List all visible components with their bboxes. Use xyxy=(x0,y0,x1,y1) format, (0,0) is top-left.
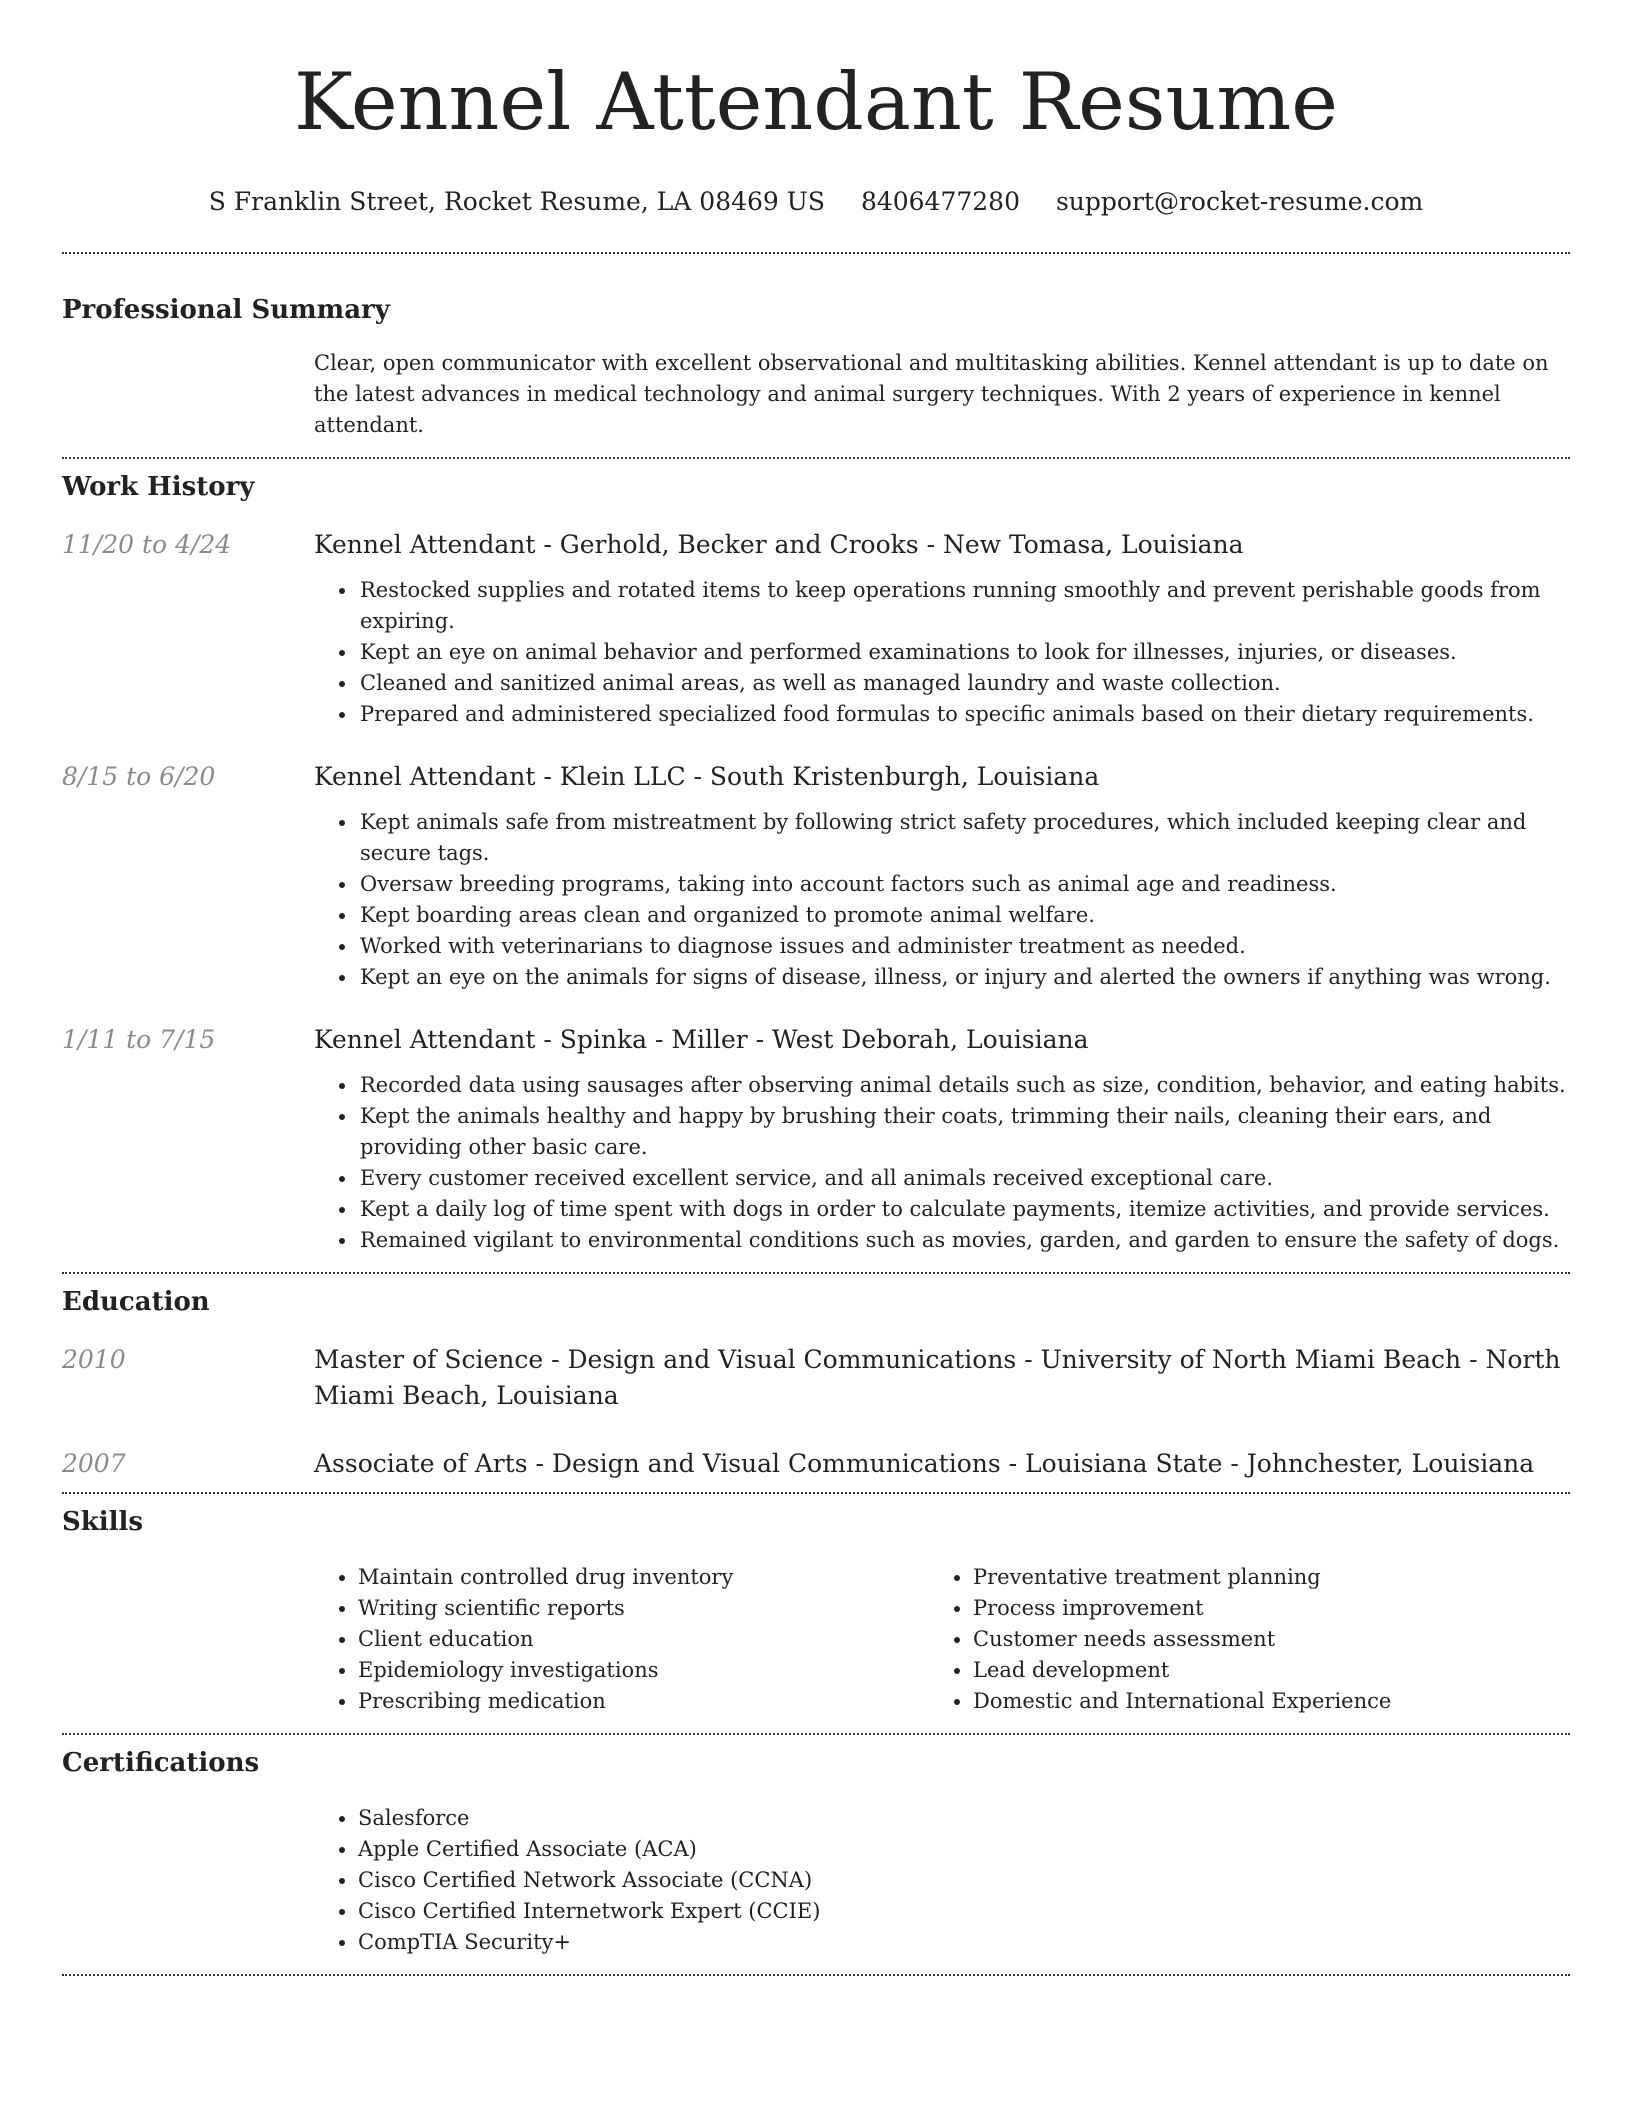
list-item: • Kept boarding areas clean and organized to promote animal welfare. xyxy=(358,900,1570,931)
divider xyxy=(62,1272,1570,1274)
divider xyxy=(62,457,1570,459)
list-item: • Lead development xyxy=(973,1655,1570,1686)
job-bullets xyxy=(314,807,1570,993)
list-item: • Cisco Certified Internetwork Expert (CCIE) xyxy=(358,1896,929,1927)
job-title: Kennel Attendant - Spinka - Miller - West Deborah, Louisiana xyxy=(314,1025,1089,1054)
certifications-list xyxy=(314,1803,1570,1958)
education-entry xyxy=(62,1446,1570,1482)
job-entry xyxy=(62,761,1570,993)
list-item: • Apple Certified Associate (ACA) xyxy=(358,1834,929,1865)
list-item: • Prepared and administered specialized food formulas to specific animals based on their dietary requirements. xyxy=(358,699,1570,730)
education-title: Associate of Arts - Design and Visual Communications - Louisiana State - Johnchester, Louisiana xyxy=(314,1449,1535,1478)
job-dates: 1/11 to 7/15 xyxy=(62,1025,216,1054)
list-item: • Client education xyxy=(358,1624,929,1655)
job-bullets xyxy=(314,575,1570,730)
certifications-column xyxy=(314,1803,929,1958)
skills-section xyxy=(62,1506,1570,1717)
contact-phone: 8406477280 xyxy=(860,187,1020,216)
list-item: • Restocked supplies and rotated items to keep operations running smoothly and prevent perishable goods from expiring. xyxy=(358,575,1570,637)
list-item: • Recorded data using sausages after observing animal details such as size, condition, behavior, and eating habits. xyxy=(358,1070,1570,1101)
divider xyxy=(62,1733,1570,1735)
job-dates: 11/20 to 4/24 xyxy=(62,530,232,559)
certifications-column-list xyxy=(314,1803,929,1958)
list-item: • Process improvement xyxy=(973,1593,1570,1624)
job-dates: 8/15 to 6/20 xyxy=(62,762,216,791)
list-item: • Salesforce xyxy=(358,1803,929,1834)
contact-email: support@rocket-resume.com xyxy=(1055,187,1424,216)
skills-column-1 xyxy=(314,1562,929,1717)
education-entry xyxy=(62,1342,1570,1414)
list-item: • Kept a daily log of time spent with dogs in order to calculate payments, itemize activities, and provide services. xyxy=(358,1194,1570,1225)
education-year: 2010 xyxy=(62,1345,126,1374)
page-title: Kennel Attendant Resume xyxy=(293,56,1339,148)
list-item: • Customer needs assessment xyxy=(973,1624,1570,1655)
list-item: • Domestic and International Experience xyxy=(973,1686,1570,1717)
divider xyxy=(62,252,1570,254)
list-item: • Cleaned and sanitized animal areas, as well as managed laundry and waste collection. xyxy=(358,668,1570,699)
list-item: • Kept an eye on animal behavior and performed examinations to look for illnesses, injuries, or diseases. xyxy=(358,637,1570,668)
skills-column-2 xyxy=(929,1562,1570,1717)
list-item: • Writing scientific reports xyxy=(358,1593,929,1624)
job-content xyxy=(314,529,1570,730)
list-item: • CompTIA Security+ xyxy=(358,1927,929,1958)
education-heading: Education xyxy=(62,1287,210,1317)
job-entry xyxy=(62,529,1570,730)
list-item: • Kept an eye on the animals for signs of disease, illness, or injury and alerted the owners if anything was wrong. xyxy=(358,962,1570,993)
summary-section xyxy=(62,294,1570,441)
contact-line xyxy=(62,186,1570,218)
divider xyxy=(62,1492,1570,1494)
contact-address: S Franklin Street, Rocket Resume, LA 08469 US xyxy=(208,187,825,216)
skills-column-1-list xyxy=(314,1562,929,1717)
job-bullets xyxy=(314,1070,1570,1256)
list-item: • Maintain controlled drug inventory xyxy=(358,1562,929,1593)
list-item: • Preventative treatment planning xyxy=(973,1562,1570,1593)
education-section xyxy=(62,1286,1570,1482)
summary-text: Clear, open communicator with excellent observational and multitasking abilities. Kennel attendant is up to date on the latest advances in medical technology and animal surgery techniques. With 2 years of experience in kennel attendant. xyxy=(314,351,1549,437)
list-item: • Kept animals safe from mistreatment by following strict safety procedures, which included keeping clear and secure tags. xyxy=(358,807,1570,869)
skills-column-2-list xyxy=(929,1562,1570,1717)
education-title: Master of Science - Design and Visual Communications - University of North Miami Beach - North Miami Beach, Louisiana xyxy=(314,1345,1561,1410)
skills-list xyxy=(314,1562,1570,1717)
list-item: • Worked with veterinarians to diagnose issues and administer treatment as needed. xyxy=(358,931,1570,962)
list-item: • Epidemiology investigations xyxy=(358,1655,929,1686)
job-content xyxy=(314,1024,1570,1256)
summary-heading: Professional Summary xyxy=(62,295,390,325)
list-item: • Prescribing medication xyxy=(358,1686,929,1717)
job-title: Kennel Attendant - Gerhold, Becker and Crooks - New Tomasa, Louisiana xyxy=(314,530,1244,559)
education-year: 2007 xyxy=(62,1449,126,1478)
list-item: • Kept the animals healthy and happy by brushing their coats, trimming their nails, cleaning their ears, and providing other basic care. xyxy=(358,1101,1570,1163)
job-content xyxy=(314,761,1570,993)
job-title: Kennel Attendant - Klein LLC - South Kristenburgh, Louisiana xyxy=(314,762,1100,791)
job-entry xyxy=(62,1024,1570,1256)
list-item: • Oversaw breeding programs, taking into account factors such as animal age and readiness. xyxy=(358,869,1570,900)
divider xyxy=(62,1974,1570,1976)
work-history-heading: Work History xyxy=(62,472,255,502)
list-item: • Cisco Certified Network Associate (CCNA) xyxy=(358,1865,929,1896)
skills-heading: Skills xyxy=(62,1507,144,1537)
list-item: • Remained vigilant to environmental conditions such as movies, garden, and garden to ensure the safety of dogs. xyxy=(358,1225,1570,1256)
certifications-heading: Certifications xyxy=(62,1748,260,1778)
certifications-section xyxy=(62,1747,1570,1958)
list-item: • Every customer received excellent service, and all animals received exceptional care. xyxy=(358,1163,1570,1194)
work-history-section xyxy=(62,471,1570,1256)
